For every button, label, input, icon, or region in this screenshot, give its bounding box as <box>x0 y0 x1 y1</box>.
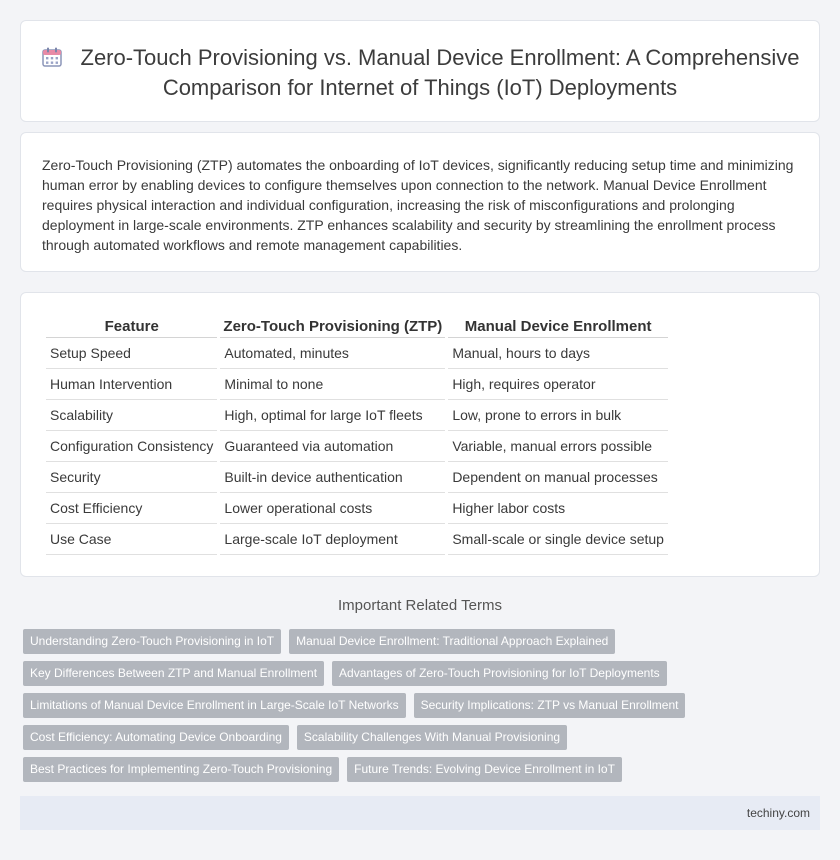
related-term-link[interactable]: Limitations of Manual Device Enrollment in Large-Scale IoT Networks <box>23 693 406 718</box>
header-manual: Manual Device Enrollment <box>448 316 668 338</box>
title-card <box>20 20 820 122</box>
comparison-table <box>43 316 671 555</box>
related-term-link[interactable]: Advantages of Zero-Touch Provisioning for IoT Deployments <box>332 661 667 686</box>
table-row <box>46 369 668 400</box>
table-cell: Minimal to none <box>220 369 445 400</box>
table-cell: Setup Speed <box>46 338 217 369</box>
table-row <box>46 462 668 493</box>
header-ztp: Zero-Touch Provisioning (ZTP) <box>220 316 445 338</box>
related-term-link[interactable]: Best Practices for Implementing Zero-Touch Provisioning <box>23 757 339 782</box>
table-cell: High, optimal for large IoT fleets <box>220 400 445 431</box>
table-cell: Cost Efficiency <box>46 493 217 524</box>
table-row <box>46 400 668 431</box>
related-terms-list <box>23 629 703 789</box>
table-cell: Low, prone to errors in bulk <box>448 400 668 431</box>
table-cell: Lower operational costs <box>220 493 445 524</box>
related-term-link[interactable]: Cost Efficiency: Automating Device Onboarding <box>23 725 289 750</box>
table-cell: Small-scale or single device setup <box>448 524 668 555</box>
table-cell: Variable, manual errors possible <box>448 431 668 462</box>
related-term-link[interactable]: Key Differences Between ZTP and Manual Enrollment <box>23 661 324 686</box>
table-cell: Automated, minutes <box>220 338 445 369</box>
table-cell: High, requires operator <box>448 369 668 400</box>
table-row <box>46 493 668 524</box>
table-cell: Guaranteed via automation <box>220 431 445 462</box>
intro-paragraph: Zero-Touch Provisioning (ZTP) automates the onboarding of IoT devices, significantly reducing setup time and minimizing human error by enabling devices to configure themselves upon connection to the network. Manual Device Enrollment requires physical interaction and individual configuration, increasing the risk of misconfigurations and prolonging deployment in large-scale environments. ZTP enhances scalability and security by streamlining the enrollment process through automated workflows and remote management capabilities. <box>42 157 794 253</box>
intro-card <box>20 132 820 272</box>
table-cell: Human Intervention <box>46 369 217 400</box>
page-title <box>21 43 819 103</box>
table-cell: Built-in device authentication <box>220 462 445 493</box>
related-term-link[interactable]: Scalability Challenges With Manual Provisioning <box>297 725 567 750</box>
table-cell: Higher labor costs <box>448 493 668 524</box>
table-cell: Security <box>46 462 217 493</box>
related-term-link[interactable]: Understanding Zero-Touch Provisioning in IoT <box>23 629 281 654</box>
comparison-card <box>20 292 820 577</box>
table-row <box>46 524 668 555</box>
table-cell: Configuration Consistency <box>46 431 217 462</box>
table-cell: Use Case <box>46 524 217 555</box>
table-header-row <box>46 316 668 338</box>
related-terms-heading: Important Related Terms <box>338 597 502 614</box>
footer-brand[interactable]: techiny.com <box>746 806 810 820</box>
table-cell: Dependent on manual processes <box>448 462 668 493</box>
related-term-link[interactable]: Future Trends: Evolving Device Enrollment in IoT <box>347 757 622 782</box>
table-row <box>46 338 668 369</box>
page-title-text: Zero-Touch Provisioning vs. Manual Device Enrollment: A Comprehensive Comparison for Internet of Things (IoT) Deployments <box>80 45 800 100</box>
table-cell: Large-scale IoT deployment <box>220 524 445 555</box>
related-term-link[interactable]: Manual Device Enrollment: Traditional Approach Explained <box>289 629 615 654</box>
table-cell: Manual, hours to days <box>448 338 668 369</box>
footer <box>20 796 820 830</box>
header-feature: Feature <box>46 316 217 338</box>
table-cell: Scalability <box>46 400 217 431</box>
related-term-link[interactable]: Security Implications: ZTP vs Manual Enrollment <box>414 693 686 718</box>
table-row <box>46 431 668 462</box>
calendar-icon <box>41 46 63 68</box>
